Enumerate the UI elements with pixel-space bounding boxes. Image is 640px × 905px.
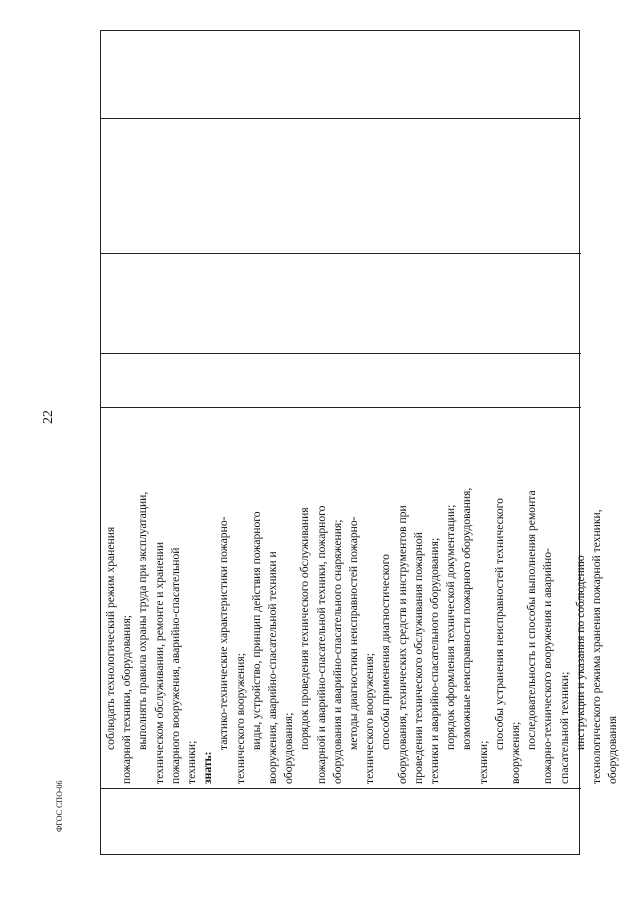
requirements-text-cell — [101, 408, 620, 788]
text-line: способы применения диагностического — [379, 554, 393, 750]
rotated-page — [100, 30, 620, 855]
footer-document-code: ФГОС СПО-06 — [55, 780, 64, 832]
text-line: соблюдать технологический режим хранения — [104, 526, 117, 750]
text-line: технического вооружения; — [363, 653, 377, 784]
text-line: тактико-технические характеристики пожарно- — [217, 516, 231, 750]
text-line: последовательность и способы выполнения ремонта — [525, 490, 539, 750]
text-line: техники и аварийно-спасательного оборудования; — [428, 537, 442, 784]
text-line: выполнять правила охраны труда при эксплуатации, — [136, 491, 150, 750]
table-column-divider-3 — [101, 253, 581, 254]
text-line: оборудования — [606, 715, 620, 784]
text-line: пожарной и аварийно-спасательной техники, пожарного — [314, 505, 328, 784]
text-line: порядок оформления технической документации; — [444, 504, 458, 750]
text-line: возможные неисправности пожарного оборудования, — [460, 487, 474, 750]
table-column-divider-2 — [101, 353, 581, 354]
text-line: техники; — [476, 740, 490, 784]
text-line: виды, устройство, принцип действия пожарного — [249, 511, 263, 750]
text-line: вооружения, аварийно-спасательной техники и — [266, 551, 280, 784]
text-line: проведении технического обслуживания пожарной — [411, 532, 425, 784]
text-line: спасательной техники; — [557, 671, 571, 784]
text-line: знать: — [201, 751, 215, 784]
text-line: инструкции и указания по соблюдению — [573, 555, 587, 750]
text-line: методы диагностики неисправностей пожарно- — [347, 516, 361, 750]
text-line: вооружения; — [509, 721, 523, 784]
table-column-divider-0 — [101, 788, 581, 789]
text-line: технологического режима хранения пожарной техники, — [590, 509, 604, 784]
text-line: оборудования; — [282, 712, 296, 784]
text-line: пожарной техники, оборудования; — [120, 615, 134, 784]
page-number: 22 — [41, 410, 56, 424]
text-line: техники; — [185, 740, 199, 784]
text-line: способы устранения неисправностей технического — [492, 498, 506, 750]
text-line: технического вооружения; — [233, 653, 247, 784]
table-column-divider-4 — [101, 118, 581, 119]
text-line: оборудования, технических средств и инструментов при — [395, 505, 409, 784]
text-line: оборудования и аварийно-спасательного снаряжения; — [330, 519, 344, 784]
text-line: пожарно-технического вооружения и аварийно- — [541, 548, 555, 784]
text-line: порядок проведения технического обслуживания — [298, 507, 312, 750]
text-line: техническом обслуживании, ремонте и хранении — [152, 541, 166, 784]
text-line: пожарного вооружения, аварийно-спасательной — [168, 547, 182, 784]
competency-table — [100, 30, 620, 855]
